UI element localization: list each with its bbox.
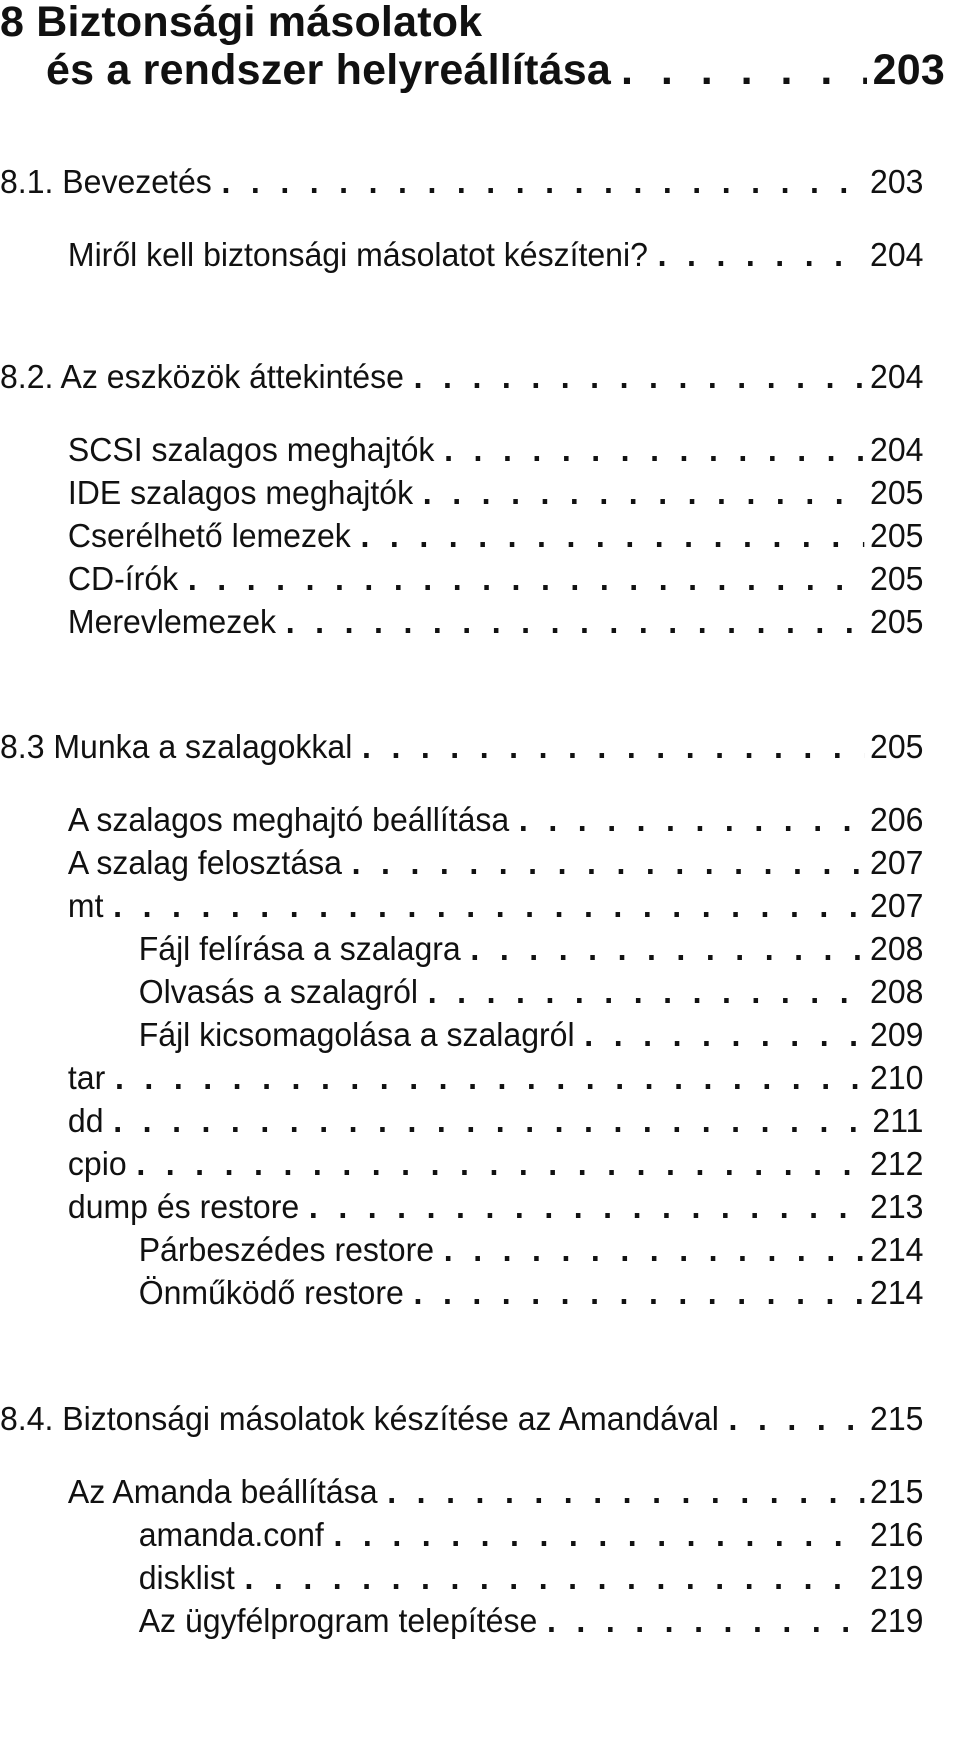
toc-entry	[0, 1144, 931, 1184]
toc-entry-label: dump és restore	[67, 1188, 300, 1225]
toc-entry-label: Miről kell biztonsági másolatot készíteni?	[67, 236, 648, 273]
toc-entry	[0, 1472, 931, 1512]
toc-entry	[0, 473, 931, 513]
toc-page-number: 211	[872, 1102, 924, 1139]
toc-entry	[0, 972, 931, 1012]
toc-page-number: 204	[870, 236, 924, 273]
dot-leader	[444, 1230, 864, 1270]
toc-entry	[0, 1601, 931, 1641]
dot-leader	[188, 559, 864, 599]
toc-page-number: 215	[870, 1400, 924, 1437]
toc-entry-label: disklist	[138, 1559, 235, 1596]
dot-leader	[360, 516, 864, 556]
toc-entry	[0, 800, 931, 840]
toc-entry-label: CD-írók	[67, 560, 179, 597]
toc-entry-label: 8.4. Biztonsági másolatok készítése az Amandával	[0, 1400, 719, 1437]
toc-entry-label: tar	[67, 1059, 106, 1096]
dot-leader	[352, 843, 865, 883]
toc-page-number: 212	[870, 1145, 924, 1182]
dot-leader	[444, 430, 864, 470]
chapter-heading	[0, 0, 945, 94]
dot-leader	[423, 473, 864, 513]
toc-page-number: 208	[870, 973, 924, 1010]
dot-leader	[414, 357, 865, 397]
toc-page-number: 219	[870, 1559, 924, 1596]
chapter-title-line1: 8 Biztonsági másolatok	[0, 0, 483, 46]
toc-page-number: 207	[870, 887, 924, 924]
dot-leader	[113, 886, 864, 926]
toc-page-number: 207	[870, 844, 924, 881]
toc-entry-label: Az Amanda beállítása	[67, 1473, 378, 1510]
dot-leader	[387, 1472, 864, 1512]
toc-page-number: 204	[870, 431, 924, 468]
toc-entry	[0, 235, 931, 275]
toc-entry	[0, 1230, 931, 1270]
toc-entry-label: SCSI szalagos meghajtók	[67, 431, 435, 468]
toc-entry-label: mt	[67, 887, 104, 924]
toc-entry	[0, 886, 931, 926]
chapter-title-line2: és a rendszer helyreállítása	[46, 46, 611, 94]
toc-entry	[0, 843, 931, 883]
toc-entry-label: A szalag felosztása	[67, 844, 342, 881]
toc-entry-label: Olvasás a szalagról	[138, 973, 419, 1010]
toc-page-number: 213	[870, 1188, 924, 1225]
toc-entry	[0, 929, 931, 969]
dot-leader	[286, 602, 864, 642]
toc-page-number: 206	[870, 801, 924, 838]
toc-entry-label: 8.3 Munka a szalagokkal	[0, 728, 353, 765]
toc-entry	[0, 516, 931, 556]
toc-entry	[0, 1515, 931, 1555]
dot-leader	[333, 1515, 864, 1555]
dot-leader	[470, 929, 864, 969]
toc-page-number: 210	[870, 1059, 924, 1096]
toc-page-number: 205	[870, 517, 924, 554]
chapter-page-number: 203	[872, 46, 945, 94]
toc-entry-label: IDE szalagos meghajtók	[67, 474, 414, 511]
toc-entry-section-8-4	[0, 1399, 931, 1439]
toc-entry-label: Párbeszédes restore	[138, 1231, 435, 1268]
toc-page-number: 205	[870, 560, 924, 597]
dot-leader	[113, 1101, 866, 1141]
toc-entry-label: cpio	[67, 1145, 127, 1182]
toc-entry	[0, 602, 931, 642]
toc-entry	[0, 1015, 931, 1055]
dot-leader	[362, 727, 864, 767]
toc-page-number: 205	[870, 474, 924, 511]
toc-entry	[0, 1187, 931, 1227]
toc-entry-label: Cserélhető lemezek	[67, 517, 351, 554]
toc-entry	[0, 1101, 931, 1141]
toc-entry-label: Fájl kicsomagolása a szalagról	[138, 1016, 575, 1053]
toc-entry	[0, 430, 931, 470]
toc-page-number: 219	[870, 1602, 924, 1639]
toc-entry-label: amanda.conf	[138, 1516, 324, 1553]
toc-entry	[0, 1558, 931, 1598]
toc-entry-label: A szalagos meghajtó beállítása	[67, 801, 510, 838]
toc-page-number: 215	[870, 1473, 924, 1510]
toc-entry-section-8-1	[0, 162, 931, 202]
toc-entry-label: Fájl felírása a szalagra	[138, 930, 461, 967]
dot-leader	[584, 1015, 864, 1055]
toc-entry-label: 8.1. Bevezetés	[0, 163, 212, 200]
toc-page-number: 205	[870, 603, 924, 640]
toc-entry-label: Merevlemezek	[67, 603, 277, 640]
dot-leader	[244, 1558, 864, 1598]
toc-entry-label: 8.2. Az eszközök áttekintése	[0, 358, 404, 395]
toc-page-number: 214	[870, 1231, 924, 1268]
toc-page-number: 203	[870, 163, 924, 200]
toc-entry	[0, 1273, 931, 1313]
toc-entry-label: dd	[67, 1102, 104, 1139]
toc-page-number: 214	[870, 1274, 924, 1311]
chapter-title-line2-row	[0, 46, 945, 94]
toc-entry	[0, 559, 931, 599]
dot-leader	[309, 1187, 864, 1227]
toc-page-number: 208	[870, 930, 924, 967]
dot-leader	[221, 162, 864, 202]
toc-entry-section-8-3	[0, 727, 931, 767]
toc-page-number: 216	[870, 1516, 924, 1553]
toc-page-number: 209	[870, 1016, 924, 1053]
dot-leader	[547, 1601, 864, 1641]
dot-leader	[414, 1273, 865, 1313]
dot-leader	[658, 235, 865, 275]
dot-leader	[136, 1144, 864, 1184]
toc-entry-label: Az ügyfélprogram telepítése	[138, 1602, 538, 1639]
dot-leader	[519, 800, 864, 840]
toc-entry-label: Önműködő restore	[138, 1274, 404, 1311]
toc-entry-section-8-2	[0, 357, 931, 397]
toc-entry	[0, 1058, 931, 1098]
dot-leader	[428, 972, 864, 1012]
toc-page-number: 205	[870, 728, 924, 765]
dot-leader	[729, 1399, 865, 1439]
toc-page-number: 204	[870, 358, 924, 395]
dot-leader	[115, 1058, 864, 1098]
dot-leader	[611, 46, 867, 94]
